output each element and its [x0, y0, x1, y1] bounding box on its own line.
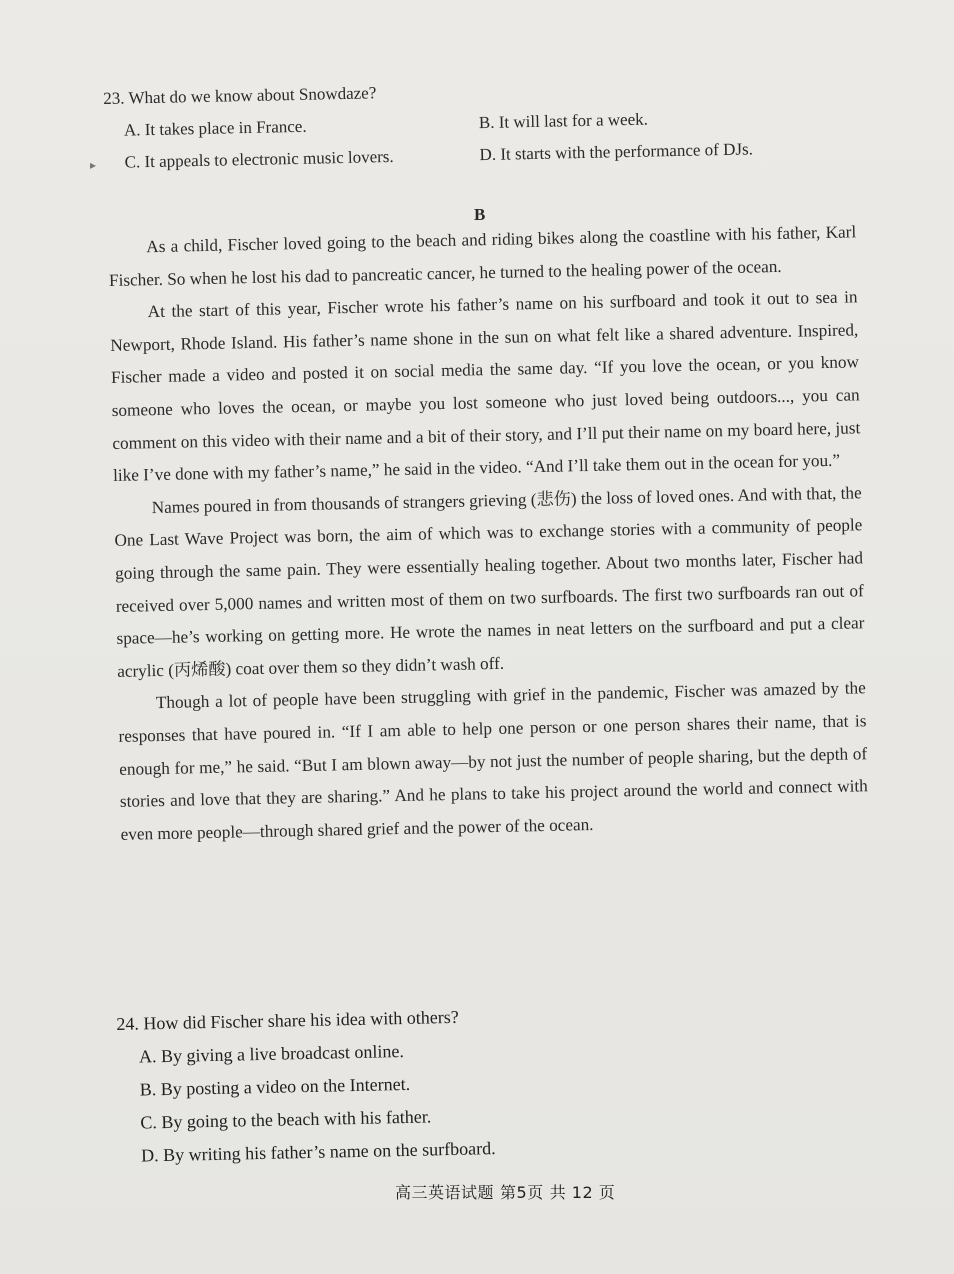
question-23-options [104, 100, 865, 178]
question-23-stem: 23. What do we know about Snowdaze? [103, 83, 377, 108]
question-23-option-a: A. It takes place in France. [123, 116, 307, 140]
section-b-heading: B [474, 205, 486, 224]
stray-mark: ▸ [90, 158, 97, 172]
footer-page-number: 第5页 [500, 1183, 544, 1202]
page-footer [395, 1180, 621, 1203]
question-24-stem: 24. How did Fischer share his idea with others? [116, 1006, 459, 1034]
footer-total-pages: 共 12 页 [549, 1183, 616, 1202]
question-23-option-b: B. It will last for a week. [478, 109, 649, 133]
footer-exam-title: 高三英语试题 [395, 1183, 495, 1202]
passage-paragraph-3: Names poured in from thousands of strangers grieving (悲伤) the loss of loved ones. And with that, the One Last Wave Project was born, the aim of which was to exchange stories with a community of people going through the same pain. They were essentially healing together. About two months later, Fischer had received over 5,000 names and written most of them on two surfboards. The first two surfboards ran out of space—he’s working on getting more. He wrote the names in neat letters on the surfboard and put a clear acrylic (丙烯酸) coat over them so they didn’t wash off. [114, 483, 865, 681]
question-23-option-d: D. It starts with the performance of DJs. [479, 139, 754, 165]
passage-paragraph-2: At the start of this year, Fischer wrote his father’s name on his surfboard and took it out to sea in Newport, Rhode Island. His father’s name shone in the sun on what felt like a shared adventure. Inspired, Fischer made a video and posted it on social media the same day. “If you love the ocean, or you know someone who loves the ocean, or maybe you lost someone who just loved being outdoors..., you can comment on this video with their name and a bit of their story, and I’ll put their name on my board here, just like I’ve done with my father’s name,” he said in the video. “And I’ll take them out in the ocean for you.” [110, 287, 861, 486]
question-24-option-c: C. By going to the beach with his father. [140, 1106, 432, 1133]
question-24-option-b: B. By posting a video on the Internet. [139, 1073, 411, 1100]
passage-paragraph-4: Though a lot of people have been struggling with grief in the pandemic, Fischer was amazed by the responses that have poured in. “If I am able to help one person or one person shares their name, that is enough for me,” he said. “But I am blown away—by not just the number of people sharing, but the depth of stories and love that they are sharing.” And he plans to take his project around the world and connect with even more people—through shared grief and the power of the ocean. [118, 678, 868, 844]
question-24-option-d: D. By writing his father’s name on the surfboard. [140, 1138, 496, 1166]
passage-b [108, 216, 869, 851]
question-24 [116, 993, 819, 1173]
question-23 [103, 68, 865, 178]
question-23-option-c: C. It appeals to electronic music lovers. [124, 146, 394, 172]
passage-paragraph-1: As a child, Fischer loved going to the beach and riding bikes along the coastline with his father, Karl Fischer. So when he lost his dad to pancreatic cancer, he turned to the healing power of the ocean. [108, 222, 857, 290]
question-24-options [117, 1026, 820, 1173]
question-24-option-a: A. By giving a live broadcast online. [138, 1040, 405, 1067]
